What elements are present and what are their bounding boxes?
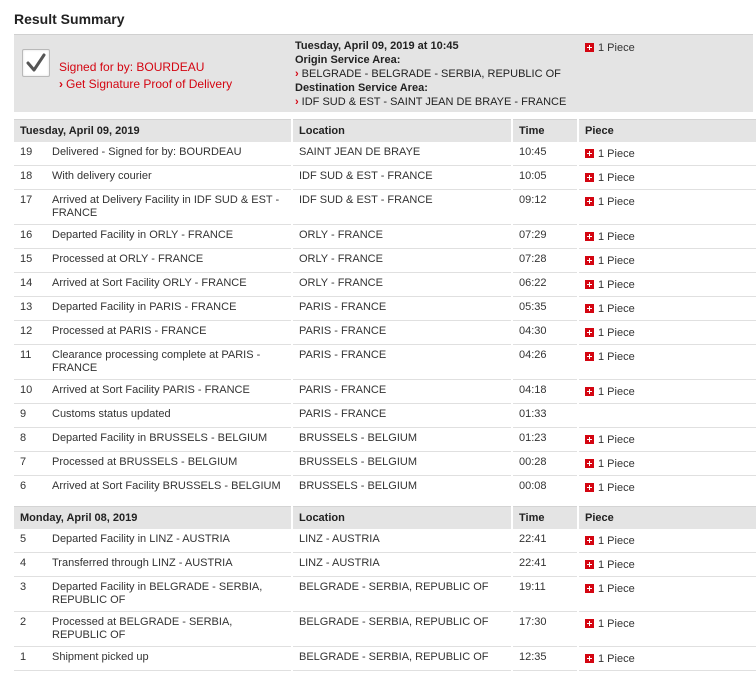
- table-row: [14, 577, 756, 612]
- event-location: BRUSSELS - BELGIUM: [292, 476, 512, 511]
- piece-cell: [578, 166, 756, 190]
- expand-plus-icon: [585, 654, 594, 663]
- event-number: 13: [20, 301, 33, 313]
- event-number: 18: [20, 170, 33, 182]
- event-cell: [14, 647, 292, 671]
- piece-header: Piece: [578, 507, 756, 529]
- event-location: IDF SUD & EST - FRANCE: [292, 190, 512, 225]
- signed-for-text: Signed for by: BOURDEAU: [59, 60, 205, 74]
- expand-plus-icon: [585, 43, 594, 52]
- piece-link[interactable]: [585, 279, 635, 291]
- origin-value: BELGRADE - BELGRADE - SERBIA, REPUBLIC OF: [301, 68, 561, 80]
- piece-cell: [578, 297, 756, 321]
- piece-cell: [578, 142, 756, 166]
- expand-plus-icon: [585, 280, 594, 289]
- expand-plus-icon: [585, 149, 594, 158]
- table-row: [14, 321, 756, 345]
- event-cell: [14, 577, 292, 612]
- tracking-table-group-2: [14, 506, 756, 671]
- piece-label: 1 Piece: [598, 303, 635, 315]
- event-location: PARIS - FRANCE: [292, 345, 512, 380]
- event-number: 12: [20, 325, 33, 337]
- event-description: Processed at PARIS - FRANCE: [52, 325, 207, 337]
- time-header: Time: [512, 120, 578, 142]
- piece-label: 1 Piece: [598, 559, 635, 571]
- signature-proof-link[interactable]: [59, 77, 232, 91]
- table-header-row: [14, 507, 756, 529]
- event-time: 07:28: [512, 249, 578, 273]
- piece-link[interactable]: [585, 255, 635, 267]
- expand-plus-icon: [585, 232, 594, 241]
- arrow-icon: ›: [295, 96, 299, 108]
- event-number: 6: [20, 480, 27, 492]
- event-description: Clearance processing complete at PARIS - FRANCE: [52, 349, 261, 374]
- expand-plus-icon: [585, 435, 594, 444]
- piece-link[interactable]: [585, 653, 635, 665]
- date-header: Monday, April 08, 2019: [14, 507, 292, 529]
- piece-link[interactable]: [585, 303, 635, 315]
- tracking-table-group-1: [14, 119, 756, 511]
- event-time: 00:08: [512, 476, 578, 511]
- event-number: 5: [20, 532, 27, 545]
- table-row: [14, 142, 756, 166]
- event-cell: [14, 297, 292, 321]
- event-time: 22:41: [512, 529, 578, 553]
- event-time: 10:45: [512, 142, 578, 166]
- location-header: Location: [292, 507, 512, 529]
- piece-cell: [578, 225, 756, 249]
- event-location: SAINT JEAN DE BRAYE: [292, 142, 512, 166]
- piece-label: 1 Piece: [598, 172, 635, 184]
- table-row: [14, 345, 756, 380]
- event-number: 19: [20, 145, 33, 158]
- table-row: [14, 273, 756, 297]
- piece-header: Piece: [578, 120, 756, 142]
- signature-proof-label: Get Signature Proof of Delivery: [66, 77, 233, 91]
- event-location: ORLY - FRANCE: [292, 249, 512, 273]
- event-time: 10:05: [512, 166, 578, 190]
- table-row: [14, 249, 756, 273]
- piece-label: 1 Piece: [598, 351, 635, 363]
- piece-label: 1 Piece: [598, 618, 635, 630]
- summary-piece-link[interactable]: [585, 42, 635, 54]
- event-time: 22:41: [512, 553, 578, 577]
- event-description: Arrived at Delivery Facility in IDF SUD & EST - FRANCE: [52, 194, 280, 219]
- piece-label: 1 Piece: [598, 279, 635, 291]
- event-number: 10: [20, 384, 33, 396]
- event-cell: [14, 166, 292, 190]
- event-cell: [14, 345, 292, 380]
- piece-link[interactable]: [585, 458, 635, 470]
- table-row: [14, 553, 756, 577]
- event-location: LINZ - AUSTRIA: [292, 529, 512, 553]
- expand-plus-icon: [585, 459, 594, 468]
- event-description: Departed Facility in ORLY - FRANCE: [52, 229, 234, 241]
- piece-cell: [578, 612, 756, 647]
- expand-plus-icon: [585, 387, 594, 396]
- piece-link[interactable]: [585, 148, 635, 160]
- event-number: 15: [20, 253, 33, 265]
- table-row: [14, 452, 756, 476]
- location-header: Location: [292, 120, 512, 142]
- result-summary-panel: [14, 34, 753, 112]
- event-location: BELGRADE - SERBIA, REPUBLIC OF: [292, 577, 512, 612]
- piece-label: 1 Piece: [598, 534, 635, 547]
- piece-label: 1 Piece: [598, 196, 635, 208]
- piece-link[interactable]: [585, 231, 635, 243]
- expand-plus-icon: [585, 619, 594, 628]
- event-cell: [14, 380, 292, 404]
- piece-label: 1 Piece: [598, 231, 635, 243]
- event-time: 09:12: [512, 190, 578, 225]
- destination-label: Destination Service Area:: [295, 82, 428, 94]
- event-location: IDF SUD & EST - FRANCE: [292, 166, 512, 190]
- piece-cell: [578, 190, 756, 225]
- table-row: [14, 612, 756, 647]
- event-cell: [14, 225, 292, 249]
- event-description: Delivered - Signed for by: BOURDEAU: [52, 145, 242, 158]
- event-location: PARIS - FRANCE: [292, 321, 512, 345]
- event-number: 3: [20, 581, 27, 593]
- piece-label: 1 Piece: [598, 386, 635, 398]
- event-description: Shipment picked up: [52, 651, 149, 663]
- arrow-icon: ›: [295, 68, 299, 80]
- event-time: 06:22: [512, 273, 578, 297]
- event-number: 14: [20, 277, 33, 289]
- event-cell: [14, 529, 292, 553]
- piece-cell: [578, 647, 756, 671]
- table-row: [14, 225, 756, 249]
- event-description: Departed Facility in PARIS - FRANCE: [52, 301, 237, 313]
- event-location: BELGRADE - SERBIA, REPUBLIC OF: [292, 647, 512, 671]
- expand-plus-icon: [585, 352, 594, 361]
- piece-cell: [578, 452, 756, 476]
- piece-label: 1 Piece: [598, 458, 635, 470]
- origin-label: Origin Service Area:: [295, 54, 401, 66]
- piece-cell: [578, 529, 756, 553]
- event-description: Customs status updated: [52, 408, 171, 420]
- event-time: 07:29: [512, 225, 578, 249]
- event-time: 00:28: [512, 452, 578, 476]
- event-number: 4: [20, 557, 27, 569]
- event-location: LINZ - AUSTRIA: [292, 553, 512, 577]
- event-location: PARIS - FRANCE: [292, 404, 512, 428]
- event-cell: [14, 249, 292, 273]
- piece-label: 1 Piece: [598, 147, 635, 160]
- event-time: 04:26: [512, 345, 578, 380]
- event-cell: [14, 190, 292, 225]
- table-row: [14, 297, 756, 321]
- piece-link[interactable]: [585, 172, 635, 184]
- piece-label: 1 Piece: [598, 583, 635, 595]
- event-description: Processed at BRUSSELS - BELGIUM: [52, 456, 238, 468]
- event-description: Arrived at Sort Facility ORLY - FRANCE: [52, 277, 247, 289]
- event-number: 2: [20, 616, 27, 628]
- summary-piece-label: 1 Piece: [598, 42, 635, 54]
- event-cell: [14, 273, 292, 297]
- date-header: Tuesday, April 09, 2019: [14, 120, 292, 142]
- expand-plus-icon: [585, 256, 594, 265]
- event-cell: [14, 142, 292, 166]
- expand-plus-icon: [585, 584, 594, 593]
- event-time: 04:30: [512, 321, 578, 345]
- page-title: Result Summary: [14, 11, 125, 27]
- event-cell: [14, 612, 292, 647]
- event-time: 17:30: [512, 612, 578, 647]
- origin-value-line: [295, 67, 566, 81]
- piece-cell: [578, 428, 756, 452]
- event-description: With delivery courier: [52, 170, 152, 182]
- destination-value-line: [295, 95, 566, 109]
- event-number: 11: [20, 349, 32, 361]
- event-location: BELGRADE - SERBIA, REPUBLIC OF: [292, 612, 512, 647]
- piece-link[interactable]: [585, 434, 635, 446]
- expand-plus-icon: [585, 536, 594, 545]
- piece-link[interactable]: [585, 196, 635, 208]
- piece-cell: [578, 404, 756, 428]
- piece-cell: [578, 249, 756, 273]
- event-location: PARIS - FRANCE: [292, 380, 512, 404]
- shipment-info: [295, 39, 566, 109]
- event-number: 1: [20, 651, 27, 663]
- piece-cell: [578, 380, 756, 404]
- piece-cell: [578, 577, 756, 612]
- event-description: Departed Facility in BRUSSELS - BELGIUM: [52, 432, 268, 444]
- piece-label: 1 Piece: [598, 255, 635, 267]
- table-row: [14, 428, 756, 452]
- event-description: Processed at BELGRADE - SERBIA, REPUBLIC OF: [52, 616, 233, 641]
- expand-plus-icon: [585, 328, 594, 337]
- destination-value: IDF SUD & EST - SAINT JEAN DE BRAYE - FRANCE: [301, 96, 567, 108]
- table-row: [14, 380, 756, 404]
- event-description: Arrived at Sort Facility BRUSSELS - BELGIUM: [52, 480, 281, 492]
- expand-plus-icon: [585, 483, 594, 492]
- event-number: 16: [20, 229, 33, 241]
- piece-link[interactable]: [585, 559, 635, 571]
- piece-link[interactable]: [585, 535, 635, 547]
- delivered-check-icon: [22, 49, 50, 77]
- event-description: Departed Facility in BELGRADE - SERBIA, REPUBLIC OF: [52, 581, 263, 606]
- piece-label: 1 Piece: [598, 434, 635, 446]
- event-cell: [14, 452, 292, 476]
- arrow-icon: ›: [59, 77, 63, 91]
- table-row: [14, 529, 756, 553]
- event-time: 04:18: [512, 380, 578, 404]
- event-location: ORLY - FRANCE: [292, 273, 512, 297]
- event-time: 19:11: [512, 577, 578, 612]
- event-cell: [14, 428, 292, 452]
- piece-link[interactable]: [585, 351, 635, 363]
- piece-link[interactable]: [585, 618, 635, 630]
- piece-cell: [578, 345, 756, 380]
- piece-link[interactable]: [585, 327, 635, 339]
- event-time: 12:35: [512, 647, 578, 671]
- event-time: 05:35: [512, 297, 578, 321]
- expand-plus-icon: [585, 560, 594, 569]
- event-location: BRUSSELS - BELGIUM: [292, 428, 512, 452]
- event-number: 8: [20, 432, 27, 444]
- piece-cell: [578, 321, 756, 345]
- piece-link[interactable]: [585, 482, 635, 494]
- piece-label: 1 Piece: [598, 327, 635, 339]
- piece-link[interactable]: [585, 386, 635, 398]
- event-number: 17: [20, 194, 33, 206]
- event-time: 01:33: [512, 404, 578, 428]
- table-row: [14, 190, 756, 225]
- expand-plus-icon: [585, 197, 594, 206]
- summary-datetime: Tuesday, April 09, 2019 at 10:45: [295, 40, 459, 52]
- event-location: ORLY - FRANCE: [292, 225, 512, 249]
- time-header: Time: [512, 507, 578, 529]
- piece-cell: [578, 553, 756, 577]
- event-number: 9: [20, 408, 27, 420]
- event-cell: [14, 553, 292, 577]
- piece-link[interactable]: [585, 583, 635, 595]
- expand-plus-icon: [585, 173, 594, 182]
- event-time: 01:23: [512, 428, 578, 452]
- piece-cell: [578, 273, 756, 297]
- event-number: 7: [20, 456, 27, 468]
- table-row: [14, 404, 756, 428]
- table-header-row: [14, 120, 756, 142]
- piece-label: 1 Piece: [598, 653, 635, 665]
- event-description: Transferred through LINZ - AUSTRIA: [52, 557, 233, 569]
- event-description: Processed at ORLY - FRANCE: [52, 253, 204, 265]
- table-row: [14, 166, 756, 190]
- event-description: Departed Facility in LINZ - AUSTRIA: [52, 532, 230, 545]
- table-row: [14, 647, 756, 671]
- event-description: Arrived at Sort Facility PARIS - FRANCE: [52, 384, 250, 396]
- event-location: BRUSSELS - BELGIUM: [292, 452, 512, 476]
- piece-label: 1 Piece: [598, 482, 635, 494]
- expand-plus-icon: [585, 304, 594, 313]
- event-cell: [14, 321, 292, 345]
- event-location: PARIS - FRANCE: [292, 297, 512, 321]
- event-cell: [14, 404, 292, 428]
